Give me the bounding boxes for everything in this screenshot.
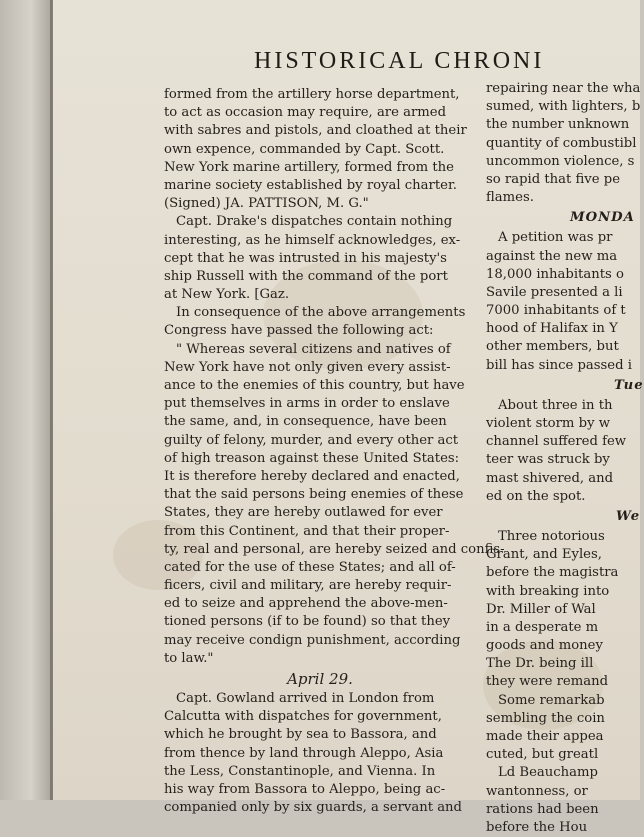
- text-line: with sabres and pistols, and cloathed at their: [164, 123, 467, 139]
- text-line: Grant, and Eyles,: [486, 547, 602, 563]
- text-line: own expence, commanded by Capt. Scott.: [164, 141, 445, 157]
- text-line: States, they are hereby outlawed for ever: [164, 505, 443, 521]
- right-block-2: [486, 229, 640, 375]
- text-line: interesting, as he himself acknowledges, ex-: [164, 232, 461, 248]
- text-line: ed on the spot.: [486, 488, 586, 504]
- text-line: sembling the coin: [486, 710, 605, 726]
- text-line: violent storm by w: [486, 416, 610, 431]
- text-line: hood of Halifax in Y: [486, 321, 618, 337]
- text-line: companied only by six guards, a servant and: [164, 800, 462, 816]
- text-line: It is therefore hereby declared and enacted,: [164, 468, 460, 484]
- right-text-column: [486, 80, 644, 837]
- text-line: against the new ma: [486, 248, 618, 264]
- text-line: of high treason against these United States:: [164, 450, 460, 466]
- text-line: A petition was pr: [498, 230, 613, 246]
- text-line: other members, but: [486, 339, 619, 355]
- right-block-4: [486, 528, 640, 837]
- right-heading-tuesday: Tue: [614, 377, 644, 393]
- text-line: New York marine artillery, formed from the: [164, 159, 454, 175]
- text-line: teer was struck by: [486, 452, 610, 468]
- text-line: ed to seize and apprehend the above-men-: [164, 596, 448, 612]
- text-line: Savile presented a li: [486, 284, 623, 300]
- text-line: formed from the artillery horse department,: [164, 87, 460, 102]
- text-line: ficers, civil and military, are hereby requir-: [164, 578, 452, 594]
- text-line: that the said persons being enemies of these: [164, 487, 464, 503]
- text-line: before the magistra: [486, 565, 619, 581]
- text-line: which he brought by sea to Bassora, and: [164, 727, 437, 743]
- text-line: cuted, but greatl: [486, 747, 599, 763]
- text-line: tioned persons (if to be found) so that they: [164, 614, 451, 630]
- text-line: Three notorious: [498, 528, 605, 544]
- left-paragraphs-block: [164, 86, 505, 668]
- left-page-margin: [0, 0, 52, 800]
- text-line: to act as occasion may require, are armed: [164, 105, 447, 121]
- text-line: (Signed) JA. PATTISON, M. G.": [164, 196, 369, 212]
- date-heading: April 29.: [287, 670, 353, 688]
- text-line: " Whereas several citizens and natives of: [176, 341, 451, 357]
- text-line: cated for the use of these States; and all of-: [164, 559, 456, 575]
- text-line: ty, real and personal, are hereby seized and confis-: [164, 541, 505, 557]
- text-line: made their appea: [486, 729, 604, 744]
- left-paragraphs-block-2: [164, 690, 476, 817]
- text-line: channel suffered few: [486, 434, 627, 450]
- text-line: Congress have passed the following act:: [164, 323, 434, 339]
- text-line: 7000 inhabitants of t: [486, 303, 626, 319]
- text-line: marine society established by royal charter.: [164, 177, 457, 193]
- text-line: the number unknown: [486, 117, 630, 133]
- text-line: sumed, with lighters, b: [486, 99, 641, 115]
- text-line: mast shivered, and: [486, 470, 614, 486]
- text-line: they were remand: [486, 674, 609, 690]
- right-block-1: [486, 80, 640, 207]
- text-line: About three in th: [498, 397, 613, 413]
- text-line: at New York. [Gaz.: [164, 287, 290, 303]
- text-line: in a desperate m: [486, 619, 599, 635]
- right-heading-wednesday: We: [616, 508, 641, 524]
- text-line: In consequence of the above arrangements: [176, 305, 466, 321]
- text-line: Capt. Gowland arrived in London from: [176, 691, 435, 706]
- text-line: ance to the enemies of this country, but have: [164, 378, 465, 393]
- text-line: bill has since passed i: [486, 357, 632, 373]
- text-line: Dr. Miller of Wal: [486, 601, 596, 617]
- text-line: The Dr. being ill: [486, 656, 594, 672]
- text-line: the Less, Constantinople, and Vienna. In: [164, 763, 436, 779]
- text-line: wantonness, or: [486, 783, 588, 799]
- text-line: to law.": [164, 650, 214, 666]
- text-line: the same, and, in consequence, have been: [164, 414, 447, 430]
- text-line: goods and money: [486, 638, 603, 654]
- text-line: Capt. Drake's dispatches contain nothing: [176, 214, 453, 230]
- text-line: from thence by land through Aleppo, Asia: [164, 745, 444, 761]
- text-line: ship Russell with the command of the port: [164, 268, 448, 284]
- text-line: New York have not only given every assist-: [164, 359, 451, 375]
- text-line: flames.: [486, 190, 534, 206]
- right-heading-monday: MONDA: [570, 210, 635, 226]
- page-header-title: HISTORICAL CHRONI: [254, 48, 545, 74]
- text-line: quantity of combustibl: [486, 135, 637, 151]
- text-line: with breaking into: [486, 583, 610, 599]
- right-block-3: [486, 397, 640, 506]
- text-line: so rapid that five pe: [486, 171, 620, 187]
- text-line: may receive condign punishment, according: [164, 632, 461, 648]
- text-line: Calcutta with dispatches for government,: [164, 709, 442, 725]
- left-text-column: [164, 86, 505, 817]
- text-line: Some remarkab: [498, 692, 605, 708]
- text-line: cept that he was intrusted in his majesty's: [164, 250, 447, 266]
- text-line: from this Continent, and that their proper-: [164, 523, 450, 539]
- text-line: guilty of felony, murder, and every other act: [164, 432, 459, 448]
- text-line: Ld Beauchamp: [498, 765, 598, 781]
- text-line: his way from Bassora to Aleppo, being ac-: [164, 781, 446, 797]
- text-line: uncommon violence, s: [486, 153, 635, 169]
- text-line: before the Hou: [486, 819, 588, 835]
- text-line: put themselves in arms in order to enslave: [164, 396, 450, 412]
- text-line: rations had been: [486, 801, 599, 817]
- text-line: 18,000 inhabitants o: [486, 266, 624, 282]
- text-line: repairing near the wha: [486, 81, 641, 96]
